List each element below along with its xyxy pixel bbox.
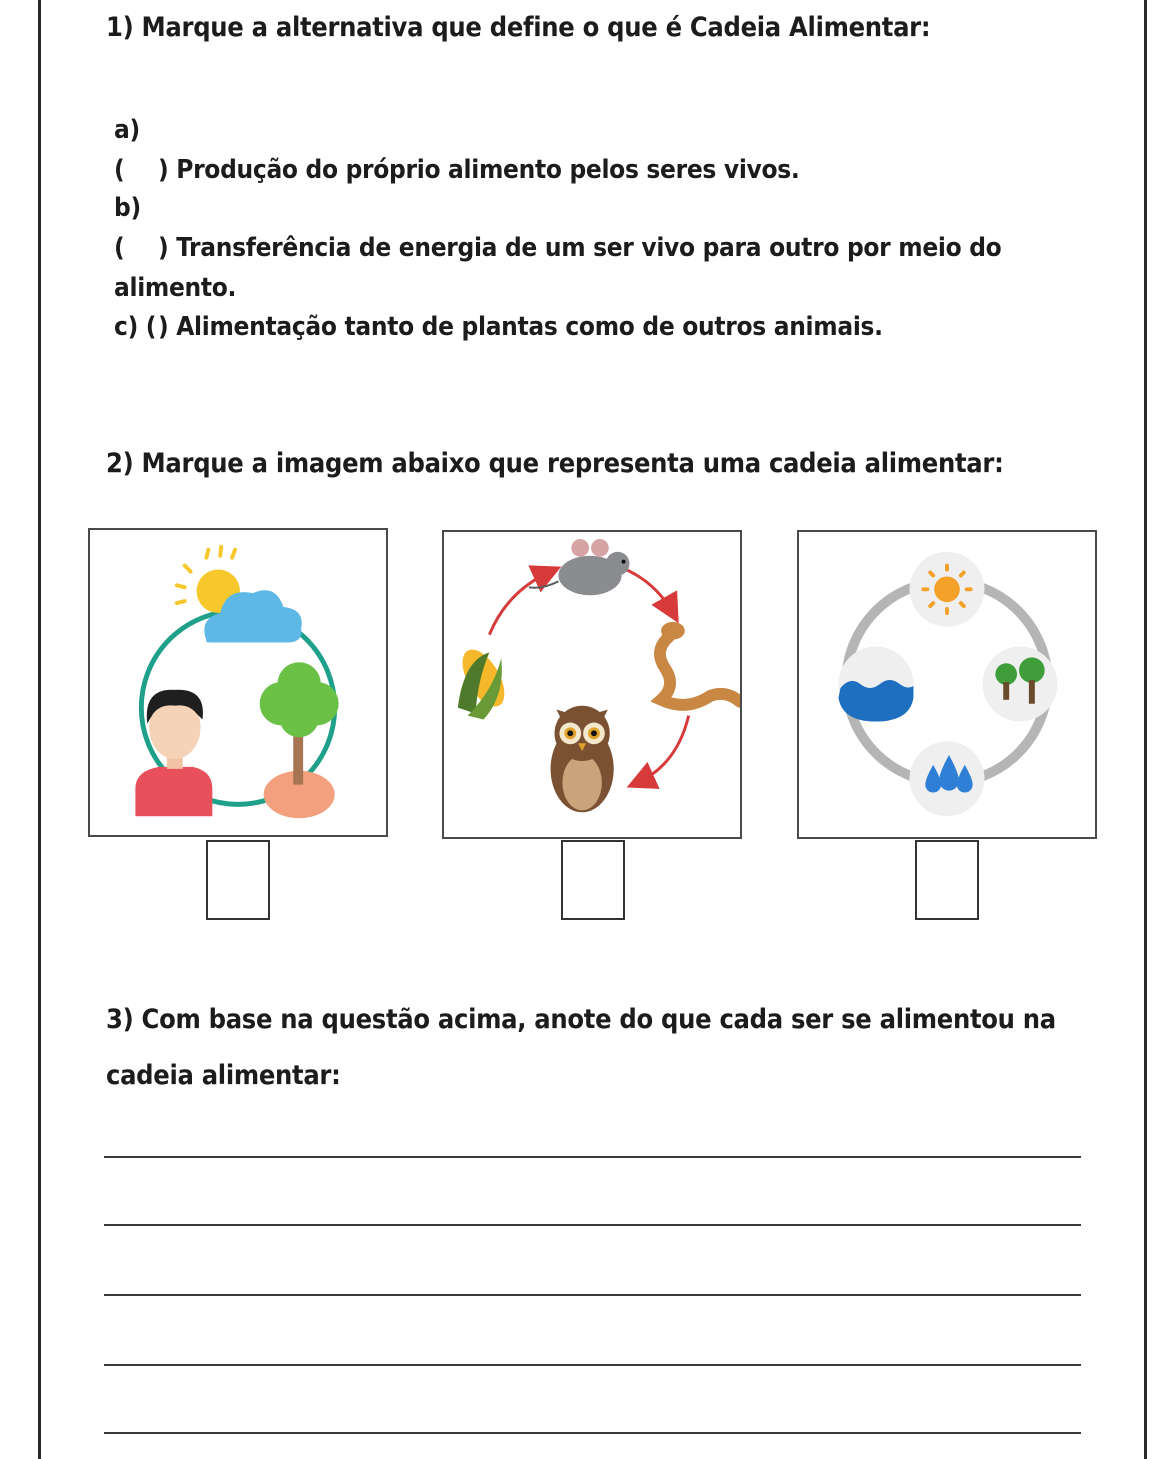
page-border-right xyxy=(1144,0,1147,1459)
answer-line[interactable] xyxy=(104,1224,1081,1226)
image-option-3 xyxy=(797,530,1097,839)
image-option-3-checkbox[interactable] xyxy=(915,840,979,920)
option-a-text: ) Produção do próprio alimento pelos seres vivos. xyxy=(158,155,800,185)
image-option-1-checkbox[interactable] xyxy=(206,840,270,920)
corn-icon xyxy=(454,643,513,720)
page-border-left xyxy=(38,0,41,1459)
option-b[interactable] xyxy=(114,188,1054,308)
answer-line[interactable] xyxy=(104,1294,1081,1296)
snake-icon xyxy=(660,622,740,705)
option-c-text: ) Alimentação tanto de plantas como de outros animais. xyxy=(158,312,883,342)
option-a-letter: a) ( xyxy=(114,115,140,185)
image-option-2-checkbox[interactable] xyxy=(561,840,625,920)
option-a[interactable] xyxy=(114,110,799,190)
answer-line[interactable] xyxy=(104,1156,1081,1158)
question-3-title-line1: 3) Com base na questão acima, anote do que cada ser se alimentou na xyxy=(106,1004,1056,1035)
question-1-title: 1) Marque a alternativa que define o que é Cadeia Alimentar: xyxy=(106,12,931,43)
option-c-letter: c) ( xyxy=(114,312,157,342)
image-option-1 xyxy=(88,528,388,837)
question-3-title-line2: cadeia alimentar: xyxy=(106,1060,341,1091)
food-chain-icon xyxy=(444,532,740,837)
option-c[interactable] xyxy=(114,307,883,347)
water-cycle-icon xyxy=(799,532,1095,837)
option-b-letter: b) ( xyxy=(114,193,141,263)
question-2-title: 2) Marque a imagem abaixo que representa uma cadeia alimentar: xyxy=(106,448,1004,479)
answer-line[interactable] xyxy=(104,1432,1081,1434)
image-option-2 xyxy=(442,530,742,839)
mouse-icon xyxy=(529,539,630,595)
answer-line[interactable] xyxy=(104,1364,1081,1366)
owl-icon xyxy=(551,706,614,813)
option-b-text: ) Transferência de energia de um ser vivo para outro por meio do alimento. xyxy=(114,233,1002,303)
person-nature-cycle-icon xyxy=(90,530,386,835)
